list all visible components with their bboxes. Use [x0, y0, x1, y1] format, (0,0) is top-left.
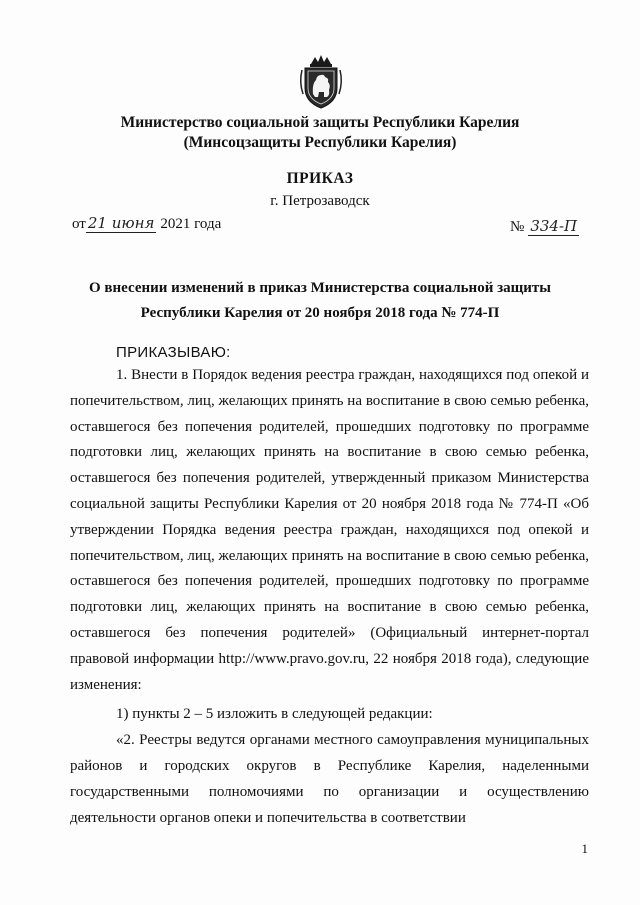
order-directive-word: ПРИКАЗЫВАЮ: [116, 344, 231, 361]
document-subject [70, 276, 570, 326]
document-type-title: ПРИКАЗ [286, 170, 354, 187]
ministry-name [0, 113, 640, 153]
date-prefix: от [72, 216, 86, 232]
ministry-name-line2: (Минсоцзащиты Республики Карелия) [183, 134, 457, 151]
city-name: г. Петрозаводск [270, 193, 370, 209]
list-item-1: 1) пункты 2 – 5 изложить в следующей редакции: [116, 706, 433, 723]
subject-line2: Республики Карелия от 20 ноября 2018 года № 774-П [140, 305, 500, 321]
order-date [72, 214, 221, 233]
order-number [510, 217, 579, 236]
ministry-name-line1: Министерство социальной защиты Республики Карелия [120, 114, 520, 131]
handwritten-date: 21 июня [87, 214, 155, 232]
quoted-paragraph: «2. Реестры ведутся органами местного самоуправления муниципальных районов и городских округов в Республике Карелия, наделенными государственными полномочиями по организации и осуществлению деятельности органов опеки и попечительства в соответствии [70, 732, 589, 826]
number-prefix: № [510, 219, 525, 235]
date-suffix: 2021 года [160, 216, 222, 232]
subject-line1: О внесении изменений в приказ Министерства социальной защиты [88, 280, 552, 296]
document-body [70, 363, 589, 831]
karelia-coat-of-arms-emblem [297, 54, 345, 110]
paragraph-1: 1. Внести в Порядок ведения реестра граждан, находящихся под опекой и попечительством, лиц, желающих принять на воспитание в свою семью ребенка, оставшегося без попечения родителей, прошедших подготовку по программе подготовки лиц, желающих принять на воспитание в свою семью ребенка, оставшегося без попечения родителей, утвержденный приказом Министерства социальной защиты Республики Карелия от 20 ноября 2018 года № 774-П «Об утверждении Порядка ведения реестра граждан, находящихся под опекой и попечительством, лиц, желающих принять на воспитание в свою семью ребенка, оставшегося без попечения родителей, прошедших подготовку по программе подготовки лиц, желающих принять на воспитание в свою семью ребенка, оставшегося без попечения родителей» (Официальный интернет-портал правовой информации http://www.pravo.gov.ru, 22 ноября 2018 года), следующие изменения: [70, 367, 589, 693]
handwritten-number: 334-П [530, 217, 578, 235]
page-number: 1 [581, 841, 588, 856]
